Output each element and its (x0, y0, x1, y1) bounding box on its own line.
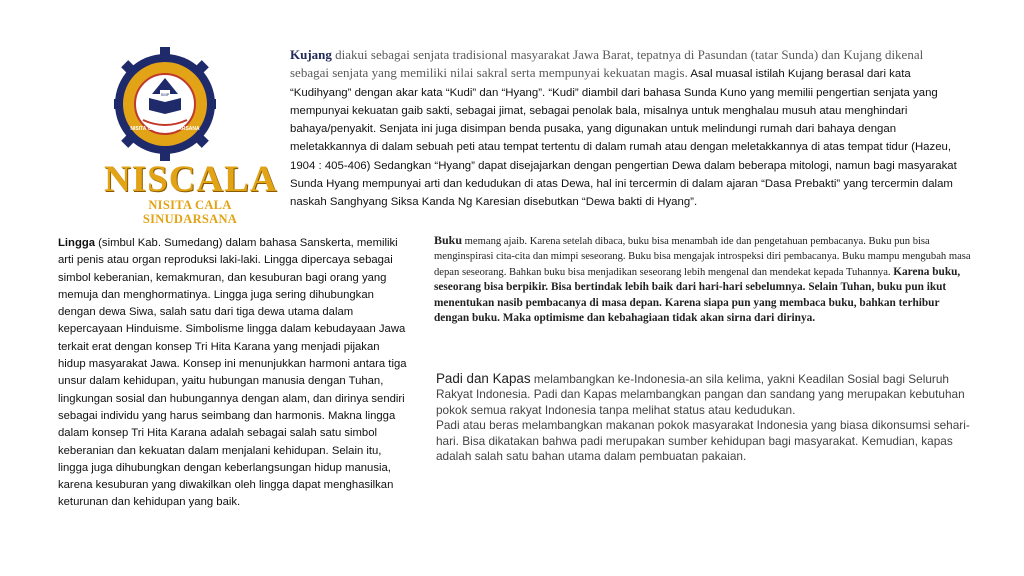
padi-kapas-paragraph (436, 371, 976, 464)
buku-bold-text: Karena buku, seseorang bisa berpikir. Bisa bertindak lebih baik dari hari-hari sebelumnya. Selain Tuhan, buku pun ikut menentukan nasib pembacanya di masa depan. Karena siapa pun yang membaca buku, bahkan terhibur dengan buku. Maka optimisme dan kebahagiaan tidak akan sirna dari dirinya. (434, 265, 961, 325)
padi-text-1: melambangkan ke-Indonesia-an sila kelima, yakni Keadilan Sosial bagi Seluruh Rakyat Indonesia. Padi dan Kapas melambangkan pangan dan sandang yang merupakan kebutuhan pokok semua rakyat Indonesia tanpa melihat status atau kedudukan. (436, 372, 965, 417)
school-emblem-icon (114, 42, 216, 166)
buku-term: Buku (434, 233, 463, 247)
kujang-paragraph (290, 46, 960, 212)
lingga-text: (simbul Kab. Sumedang) dalam bahasa Sanskerta, memiliki arti penis atau organ reproduksi laki-laki. Lingga dipercaya sebagai simbol keberanian, kemakmuran, dan kesuburan bagi orang yang memuja dan menghormatinya. Lingga juga sering dihubungkan dengan dewa Siwa, salah satu dari tiga dewa utama dalam kepercayaan Hinduisme. Simbolisme lingga dalam kebudayaan Jawa terkait erat dengan konsep Tri Hita Karana yang menjadi pijakan hidup masyarakat Jawa. Konsep ini menunjukkan harmoni antara tiga unsur dalam kehidupan, yaitu hubungan manusia dengan Tuhan, lingkungan sosial dan hubungannya dengan alam, dan dirinya sendiri sebagai individu yang harus seimbang dan harmonis. Makna lingga dalam konsep Tri Hita Karana adalah sebagai salah satu simbol keberanian dan kekuatan dalam menjalani kehidupan. Selain itu, lingga juga dihubungkan dengan keberlangsungan hidup manusia, karena kesuburan yang diwakilkan oleh lingga dapat menghasilkan keturunan dan kehidupan yang baik. (58, 237, 407, 509)
buku-text: memang ajaib. Karena setelah dibaca, buku bisa menambah ide dan pengetahuan pembacanya. Buku pun bisa menginspirasi cita-cita dan mimpi seseorang. Buku bisa mengajak introspeksi diri pembacanya. Buku mampu mengubah masa depan seseorang. Bahkan buku bisa menjadikan seseorang lebih mengenal dan mendekat kepada Tuhannya. (434, 236, 971, 278)
brand-name: NISCALA (104, 159, 278, 200)
gear-icon (114, 47, 216, 161)
padi-term: Padi dan Kapas (436, 371, 531, 386)
brand-tagline: NISITA CALA SINUDARSANA (142, 198, 238, 226)
lingga-term: Lingga (58, 237, 96, 249)
kujang-text-sans: Asal muasal istilah Kujang berasal dari kata “Kudihyang” dengan akar kata “Kudi” dan “Hyang”. “Kudi” diambil dari bahasa Sunda Kuno yang memilii pengertian senjata yang mempunyai kekuatan gaib sakti, sebagai jimat, sebagai penolak bala, misalnya untuk menghalau musuh atau menghindari bahaya/penyakit. Senjata ini juga disimpan benda pusaka, yang digunakan untuk melindungi rumah dari bahaya dengan meletakkannya di dalam sebuah peti atau tempat tertentu di dalam rumah atau dengan meletakkannya di atas tempat tidur (Hazeu, 1904 : 405-406) Sedangkan “Hyang” dapat disejajarkan dengan pengertian Dewa dalam beberapa mitologi, namun bagi masyarakat Sunda Hyang mempunyai arti dan kedudukan di atas Dewa, hal ini tercermin di dalam ajaran “Dasa Prebakti” yang tercermin dalam naskah Sanghyang Siksa Kanda Ng Karesian disebutkan “Dewa bakti di Hyang”. (290, 68, 957, 209)
svg-text:NISITA CALA SINUDARSANA: NISITA CALA SINUDARSANA (130, 126, 200, 132)
lingga-paragraph (58, 235, 410, 512)
padi-paragraph-1 (436, 371, 976, 418)
niscala-logo (104, 42, 278, 226)
kujang-term: Kujang (290, 47, 332, 62)
buku-paragraph (434, 233, 974, 326)
padi-text-2: Padi atau beras melambangkan makanan pokok masyarakat Indonesia yang biasa dikonsumsi sehari-hari. Bisa dikatakan bahwa padi merupakan sumber kehidupan bagi masyarakat. Kemudian, kapas adalah salah satu bahan utama dalam pembuatan pakaian. (436, 418, 970, 464)
kujang-text-serif: diakui sebagai senjata tradisional masyarakat Jawa Barat, tepatnya di Pasundan (tatar Sunda) dan Kujang dikenal sebagai senjata yang memiliki nilai sakral serta mempunyai kekuatan magis. (290, 47, 924, 81)
svg-text:SMP: SMP (160, 92, 170, 97)
